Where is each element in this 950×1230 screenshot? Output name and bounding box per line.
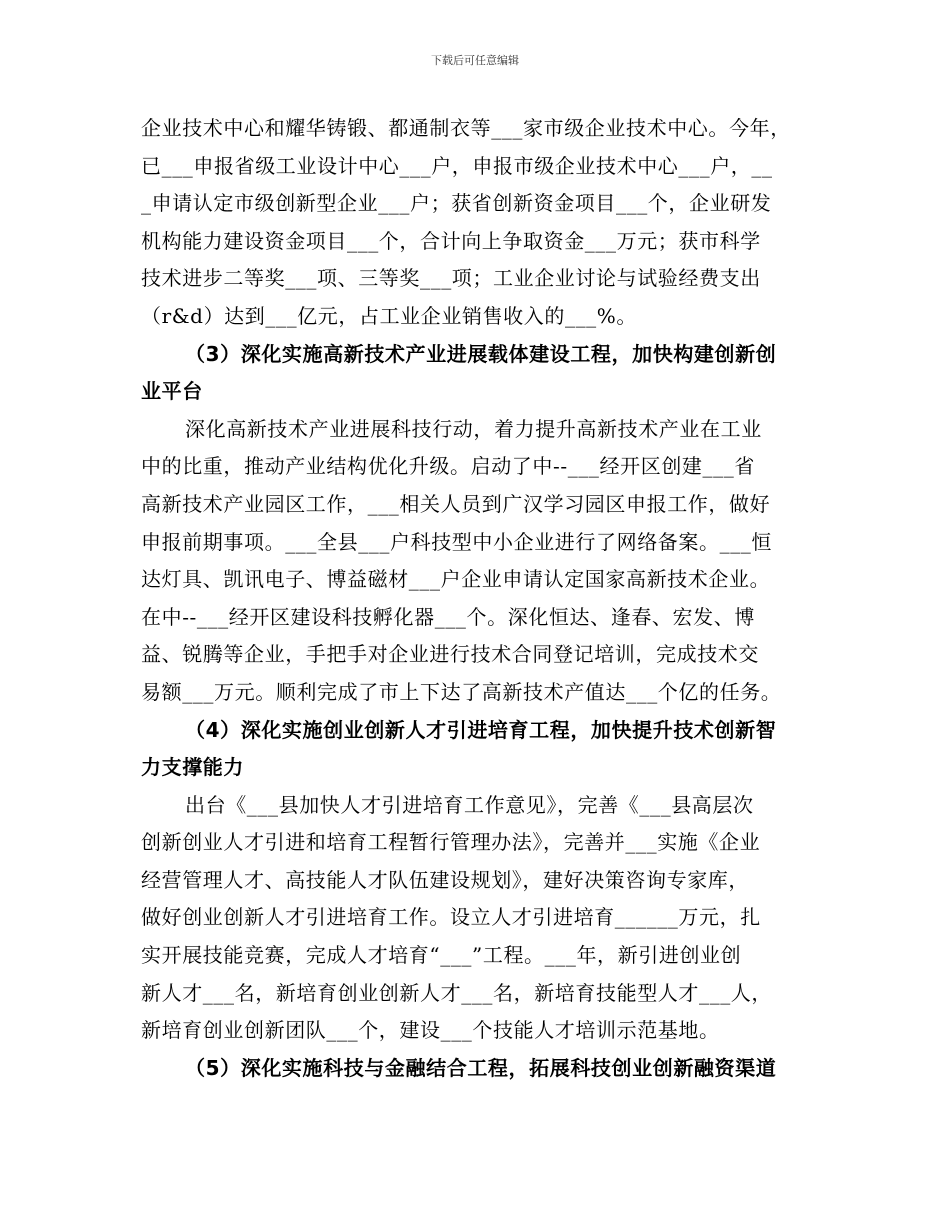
page-header: 下载后可任意编辑 (431, 54, 519, 67)
paragraph-line: 创新创业人才引进和培育工程暂行管理办法》，完善并___实施《企业 (141, 830, 761, 855)
paragraph-line: 技术进步二等奖___项、三等奖___项；工业企业讨论与试验经费支出 (141, 266, 761, 291)
paragraph-line: 机构能力建设资金项目___个，合计向上争取资金___万元；获市科学 (141, 228, 761, 253)
paragraph-line: 经营管理人才、高技能人才队伍建设规划》，建好决策咨询专家库， (141, 867, 749, 892)
paragraph-line: 做好创业创新人才引进培育工作。设立人才引进培育______万元，扎 (141, 905, 761, 930)
paragraph-line: 深化高新技术产业进展科技行动，着力提升高新技术产业在工业 (185, 416, 762, 441)
paragraph-line: 高新技术产业园区工作，___相关人员到广汉学习园区申报工作，做好 (141, 491, 771, 516)
paragraph-line: 申报前期事项。___全县___户科技型中小企业进行了网络备案。___恒 (141, 529, 772, 554)
section-heading-3-cont: 业平台 (141, 379, 203, 404)
paragraph-line: 新培育创业创新团队___个，建设___个技能人才培训示范基地。 (141, 1018, 720, 1043)
section-heading-4-cont: 力支撑能力 (141, 755, 244, 780)
paragraph-line: 中的比重，推动产业结构优化升级。启动了中--___经开区创建___省 (141, 454, 755, 479)
section-heading-5: （5）深化实施科技与金融结合工程，拓展科技创业创新融资渠道 (185, 1055, 777, 1080)
paragraph-line: 达灯具、凯讯电子、博益磁材___户企业申请认定国家高新技术企业。 (141, 567, 771, 592)
paragraph-line: 益、锐腾等企业，手把手对企业进行技术合同登记培训，完成技术交 (141, 642, 759, 667)
paragraph-line: 企业技术中心和耀华铸锻、都通制衣等___家市级企业技术中心。今年， (141, 116, 791, 140)
paragraph-line: 易额___万元。顺利完成了市上下达了高新技术产值达___个亿的任务。 (141, 679, 782, 704)
section-heading-4: （4）深化实施创业创新人才引进培育工程，加快提升技术创新智 (185, 717, 777, 742)
paragraph-line: 新人才___名，新培育创业创新人才___名，新培育技能型人才___人， (141, 980, 772, 1005)
paragraph-line: 已___申报省级工业设计中心___户，申报市级企业技术中心___户，__ (141, 153, 773, 178)
paragraph-line: 实开展技能竞赛，完成人才培育“___”工程。___年，新引进创业创 (141, 943, 742, 968)
paragraph-line: _申请认定市级创新型企业___户；获省创新资金项目___个，企业研发 (141, 191, 772, 216)
document-body (141, 110, 811, 1087)
paragraph-line: （r&d）达到___亿元，占工业企业销售收入的___%。 (141, 303, 637, 328)
paragraph-line: 在中--___经开区建设科技孵化器___个。深化恒达、逢春、宏发、博 (141, 604, 755, 629)
paragraph-line: 出台《___县加快人才引进培育工作意见》，完善《___县高层次 (185, 792, 754, 817)
section-heading-3: （3）深化实施高新技术产业进展载体建设工程，加快构建创新创 (185, 341, 777, 366)
